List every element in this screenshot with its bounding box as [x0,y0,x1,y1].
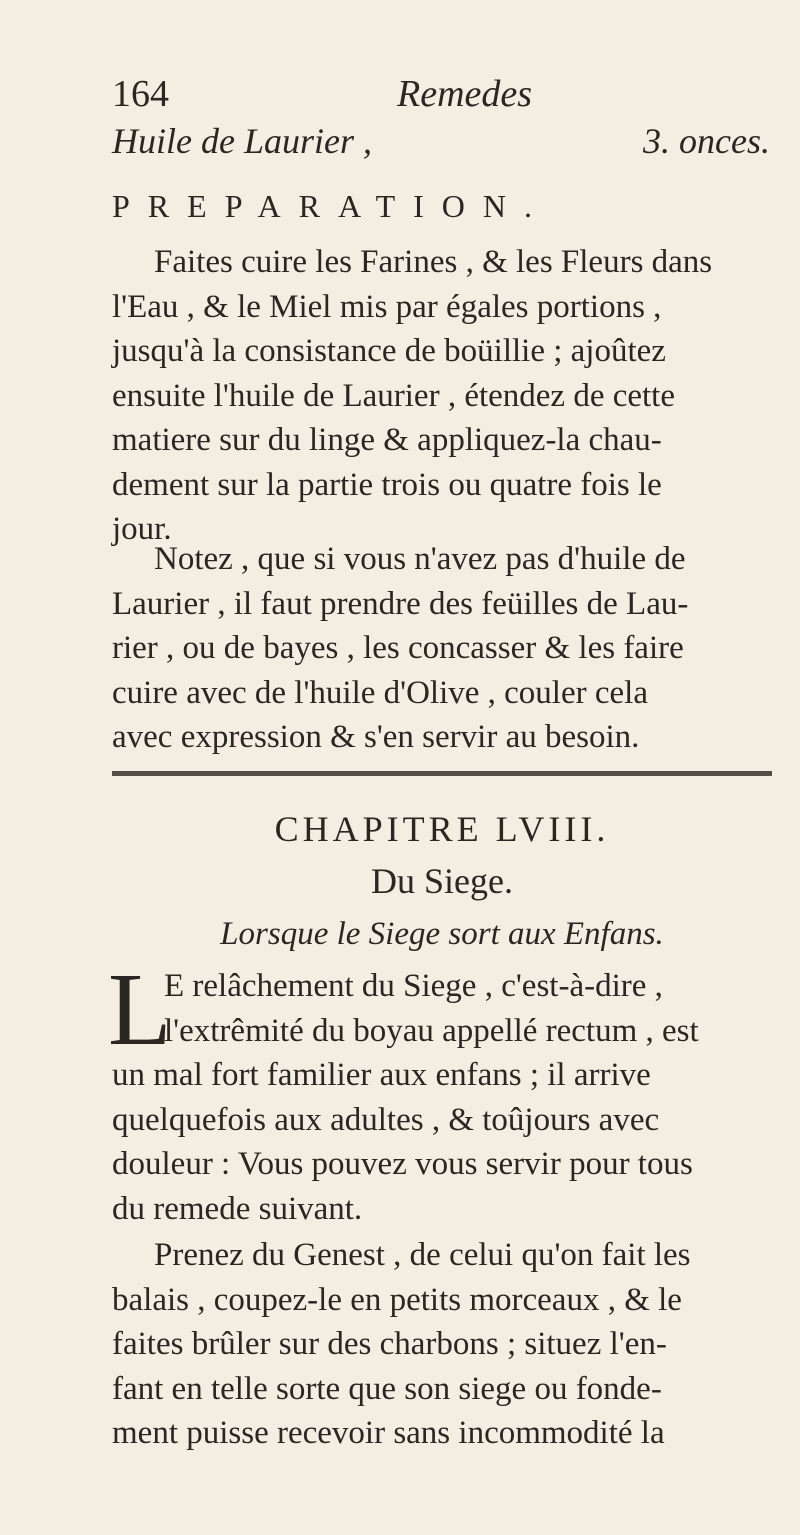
text-line: E relâchement du Siege , c'est-à-dire , [164,968,663,1004]
text-line: douleur : Vous pouvez vous servir pour tous [112,1146,693,1182]
text-line: faites brûler sur des charbons ; situez l'en- [112,1326,667,1362]
text-line: ensuite l'huile de Laurier , étendez de cette [112,377,675,414]
text-line: Notez , que si vous n'avez pas d'huile de [154,541,686,577]
paragraph-preparation [112,240,772,552]
recipe-ingredient-line [112,120,770,170]
section-divider-rule [112,771,772,776]
drop-cap: L [108,952,172,1067]
text-line: l'Eau , & le Miel mis par égales portions , [112,288,662,325]
text-line: dement sur la partie trois ou quatre fois le [112,466,662,503]
text-line: avec expression & s'en servir au besoin. [112,719,640,755]
text-line: jusqu'à la consistance de boüillie ; ajoûtez [112,333,666,369]
page-header [112,72,770,122]
text-line: l'extrêmité du boyau appellé rectum , est [164,1012,699,1049]
text-line: balais , coupez-le en petits morceaux , & le [112,1281,682,1318]
text-line: fant en telle sorte que son siege ou fonde- [112,1370,662,1407]
page-number: 164 [112,73,169,115]
chapter-italic-heading: Lorsque le Siege sort aux Enfans. [220,916,664,952]
text-line: quelquefois aux adultes , & toûjours avec [112,1101,660,1138]
chapter-subtitle: Du Siege. [371,861,513,901]
text-line: Prenez du Genest , de celui qu'on fait les [154,1237,691,1273]
ingredient-quantity: 3. onces. [643,121,770,161]
text-line: Laurier , il faut prendre des feüilles de Lau- [112,585,689,622]
text-line: matiere sur du linge & appliquez-la chau- [112,422,662,458]
paragraph-remedy [112,1233,772,1456]
section-title: PREPARATION. [112,188,550,224]
paragraph-note [112,537,772,760]
ingredient-name: Huile de Laurier , [112,121,372,161]
text-line: du remede suivant. [112,1190,363,1227]
text-line: cuire avec de l'huile d'Olive , couler cela [112,674,648,711]
text-line: un mal fort familier aux enfans ; il arrive [112,1057,651,1093]
text-line: jour. [112,511,172,547]
running-title: Remedes [397,73,533,115]
text-line: Faites cuire les Farines , & les Fleurs dans [154,244,713,280]
chapter-title: CHAPITRE LVIII. [274,809,610,849]
text-line: rier , ou de bayes , les concasser & les faire [112,630,684,666]
text-line: ment puisse recevoir sans incommodité la [112,1415,665,1451]
paragraph-siege [112,964,772,1231]
